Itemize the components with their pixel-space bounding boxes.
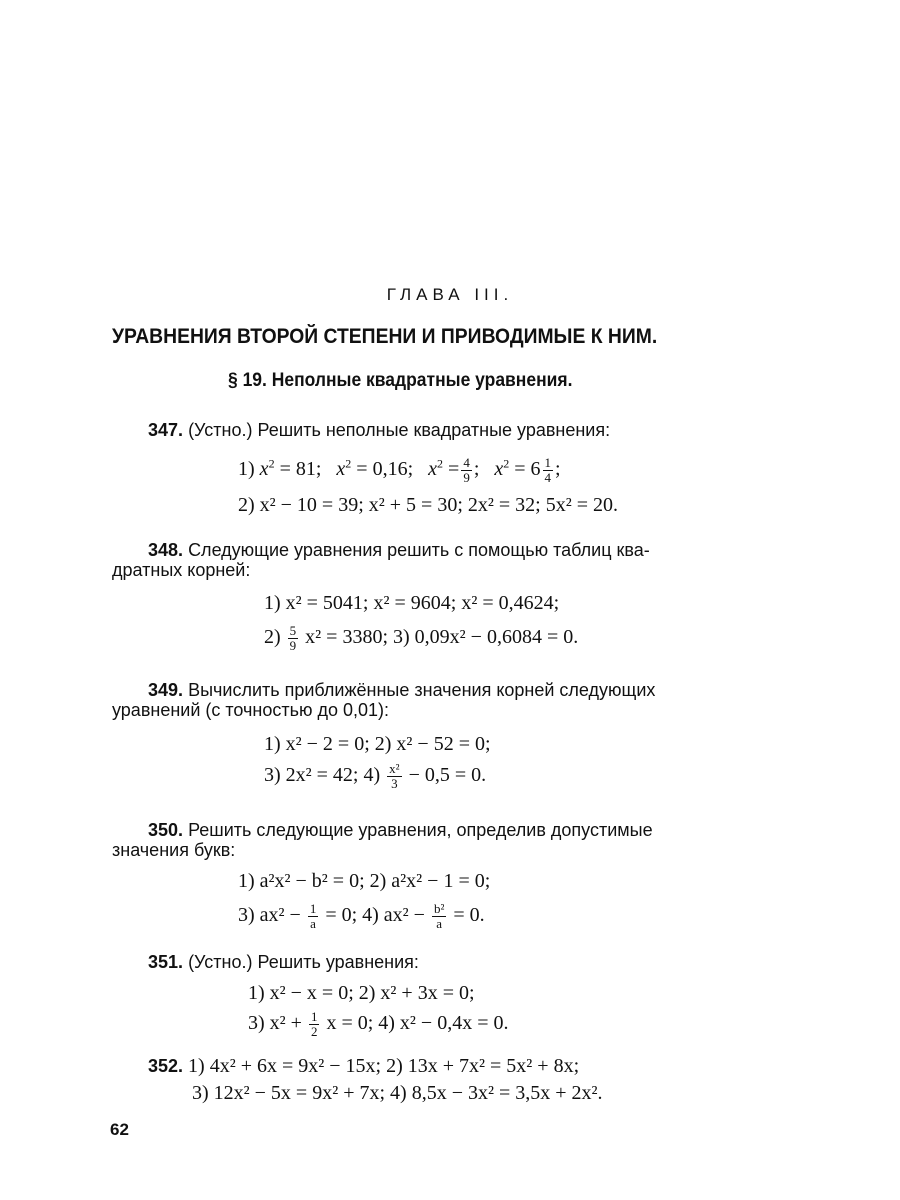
fraction-numerator: 1 bbox=[310, 1009, 318, 1024]
equation-part: = bbox=[448, 458, 460, 481]
problem-351-statement bbox=[148, 952, 419, 973]
fraction bbox=[387, 762, 401, 791]
problem-351-line-2 bbox=[248, 1010, 509, 1039]
fraction-denominator: a bbox=[310, 916, 316, 931]
section-title: § 19. Неполные квадратные уравнения. bbox=[228, 370, 573, 391]
equation-part: ; bbox=[555, 458, 561, 481]
fraction-numerator: 4 bbox=[463, 455, 470, 470]
problem-348-line-1: 1) x² = 5041; x² = 9604; x² = 0,4624; bbox=[264, 592, 560, 614]
problem-number: 348. bbox=[148, 540, 184, 560]
fraction-denominator: 4 bbox=[544, 470, 552, 485]
equation-part: = 0. bbox=[453, 904, 485, 927]
problem-text: Вычислить приближённые значения корней следующих bbox=[188, 680, 656, 700]
fraction bbox=[308, 902, 319, 931]
fraction bbox=[309, 1010, 320, 1039]
fraction bbox=[543, 456, 554, 485]
equation-part: 3) 2x² = 42; 4) bbox=[264, 764, 381, 787]
fraction bbox=[432, 902, 446, 931]
fraction-denominator: 2 bbox=[310, 1024, 318, 1039]
problem-349-line-2 bbox=[264, 762, 486, 791]
problem-text: Решить следующие уравнения, определив допустимые bbox=[188, 820, 653, 840]
equation-part: 3) ax² − bbox=[238, 904, 301, 927]
problem-350-text-cont: значения букв: bbox=[112, 840, 236, 860]
problem-text: (Устно.) Решить уравнения: bbox=[188, 952, 419, 972]
fraction-numerator: 5 bbox=[289, 623, 297, 638]
fraction-numerator: 1 bbox=[309, 901, 317, 916]
equation-part: x² = 3380; 3) 0,09x² − 0,6084 = 0. bbox=[305, 626, 579, 649]
problem-348-statement bbox=[148, 540, 650, 561]
equation-part: = 6 bbox=[514, 458, 541, 481]
problem-349-statement bbox=[148, 680, 655, 701]
equation-part: 3) x² + bbox=[248, 1012, 302, 1035]
item-label: 2) bbox=[264, 626, 281, 649]
problem-352-line-1 bbox=[148, 1055, 579, 1078]
problem-349-line-1: 1) x² − 2 = 0; 2) x² − 52 = 0; bbox=[264, 733, 491, 755]
fraction-numerator: 1 bbox=[544, 455, 552, 470]
problem-352-line-2: 3) 12x² − 5x = 9x² + 7x; 4) 8,5x − 3x² = 3,5x + 2x². bbox=[192, 1082, 603, 1104]
problem-348-line-2 bbox=[264, 624, 578, 653]
problem-number: 350. bbox=[148, 820, 184, 840]
fraction-denominator: 9 bbox=[289, 638, 297, 653]
fraction-denominator: a bbox=[436, 916, 443, 931]
problem-text: (Устно.) Решить неполные квадратные уравнения: bbox=[188, 420, 611, 440]
problem-349-text-cont: уравнений (с точностью до 0,01): bbox=[112, 700, 390, 720]
fraction bbox=[288, 624, 299, 653]
chapter-heading: ГЛАВА III. bbox=[386, 285, 514, 304]
fraction-numerator: x² bbox=[389, 761, 400, 776]
page-number: 62 bbox=[110, 1120, 129, 1139]
equation-part: = 0,16; bbox=[356, 458, 414, 481]
problem-350-line-1: 1) a²x² − b² = 0; 2) a²x² − 1 = 0; bbox=[238, 870, 491, 892]
problem-347-line-1: 1) $x^2 = 81$; $x^2 = 0,16$; $x^2$ = $\frac{4}{9}$ ; $x^2 = 6$ $\frac{1}{4}$ ; bbox=[238, 455, 561, 485]
problem-number: 347. bbox=[148, 420, 184, 440]
problem-number: 349. bbox=[148, 680, 184, 700]
fraction-denominator: 3 bbox=[391, 776, 398, 791]
equation-part: x = 0; 4) x² − 0,4x = 0. bbox=[326, 1012, 509, 1035]
fraction-numerator: b² bbox=[433, 901, 445, 916]
problem-350-line-2 bbox=[238, 902, 485, 931]
part-title: УРАВНЕНИЯ ВТОРОЙ СТЕПЕНИ И ПРИВОДИМЫЕ К НИМ. bbox=[112, 325, 658, 348]
problem-text: Следующие уравнения решить с помощью таблиц ква- bbox=[188, 540, 650, 560]
problem-350-statement bbox=[148, 820, 653, 841]
problem-347-statement bbox=[148, 420, 610, 441]
fraction bbox=[461, 456, 472, 485]
equation-part: 1) 4x² + 6x = 9x² − 15x; 2) 13x + 7x² = 5x² + 8x; bbox=[188, 1055, 580, 1077]
problem-number: 351. bbox=[148, 952, 184, 972]
equation-part: ; bbox=[473, 458, 480, 481]
item-label: 1) bbox=[238, 458, 255, 481]
problem-348-text-cont: дратных корней: bbox=[112, 560, 251, 580]
equation-part: = 81; bbox=[279, 458, 322, 481]
fraction-denominator: 9 bbox=[463, 470, 470, 485]
problem-351-line-1: 1) x² − x = 0; 2) x² + 3x = 0; bbox=[248, 982, 475, 1004]
equation-part: − 0,5 = 0. bbox=[408, 764, 487, 787]
problem-number: 352. bbox=[148, 1056, 184, 1076]
problem-347-line-2: 2) x² − 10 = 39; x² + 5 = 30; 2x² = 32; 5x² = 20. bbox=[238, 494, 618, 516]
equation-part: = 0; 4) ax² − bbox=[325, 904, 425, 927]
